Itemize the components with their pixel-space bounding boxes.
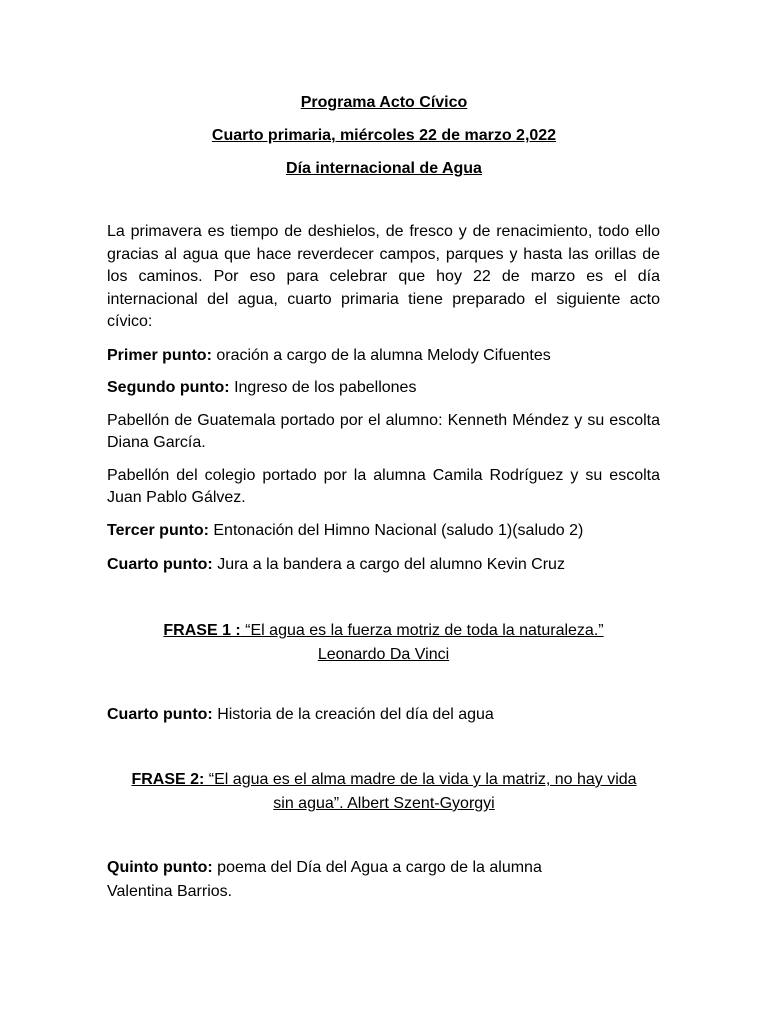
point-3 bbox=[107, 520, 660, 542]
flag-colegio: Pabellón del colegio portado por la alumna Camila Rodríguez y su escolta Juan Pablo Gálvez. bbox=[107, 467, 660, 506]
quote-2-text: “El agua es el alma madre de la vida y la matriz, no hay vida sin agua”. Albert Szent-Gyorgyi bbox=[204, 771, 637, 812]
quote-1-author: Leonardo Da Vinci bbox=[317, 646, 450, 663]
point-4 bbox=[107, 554, 660, 576]
point-4-history-label: Cuarto punto: bbox=[107, 706, 213, 723]
point-1 bbox=[107, 345, 660, 367]
point-1-label: Primer punto: bbox=[107, 347, 212, 364]
point-1-text: oración a cargo de la alumna Melody Cifuentes bbox=[211, 347, 551, 364]
point-4-text: Jura a la bandera a cargo del alumno Kevin Cruz bbox=[212, 556, 565, 573]
program-occasion: Día internacional de Agua bbox=[286, 160, 482, 177]
quote-2-label: FRASE 2: bbox=[131, 771, 205, 788]
point-2-text: Ingreso de los pabellones bbox=[229, 379, 417, 396]
point-4-history-text: Historia de la creación del día del agua bbox=[212, 706, 494, 723]
point-5 bbox=[107, 856, 607, 904]
program-title: Programa Acto Cívico bbox=[300, 94, 468, 111]
point-5-label: Quinto punto: bbox=[107, 859, 213, 876]
flag-guatemala: Pabellón de Guatemala portado por el alumno: Kenneth Méndez y su escolta Diana García. bbox=[107, 412, 660, 451]
quote-1-text: “El agua es la fuerza motriz de toda la naturaleza.” bbox=[240, 622, 604, 639]
point-4-history bbox=[107, 704, 660, 726]
program-subtitle: Cuarto primaria, miércoles 22 de marzo 2,022 bbox=[211, 127, 557, 144]
quote-1-label: FRASE 1 : bbox=[163, 622, 241, 639]
point-3-label: Tercer punto: bbox=[107, 522, 209, 539]
quote-2 bbox=[120, 768, 648, 816]
point-5-text: poema del Día del Agua a cargo de la alumna Valentina Barrios. bbox=[107, 859, 542, 900]
point-4-label: Cuarto punto: bbox=[107, 556, 213, 573]
quote-1 bbox=[107, 619, 660, 667]
point-3-text: Entonación del Himno Nacional (saludo 1)(saludo 2) bbox=[208, 522, 584, 539]
intro-paragraph: La primavera es tiempo de deshielos, de fresco y de renacimiento, todo ello gracias al agua que hace reverdecer campos, parques y hasta las orillas de los caminos. Por eso para celebrar que hoy 22 de marzo es el día internacional del agua, cuarto primaria tiene preparado el siguiente acto cívico: bbox=[107, 223, 660, 330]
point-2 bbox=[107, 377, 660, 399]
point-2-label: Segundo punto: bbox=[107, 379, 230, 396]
